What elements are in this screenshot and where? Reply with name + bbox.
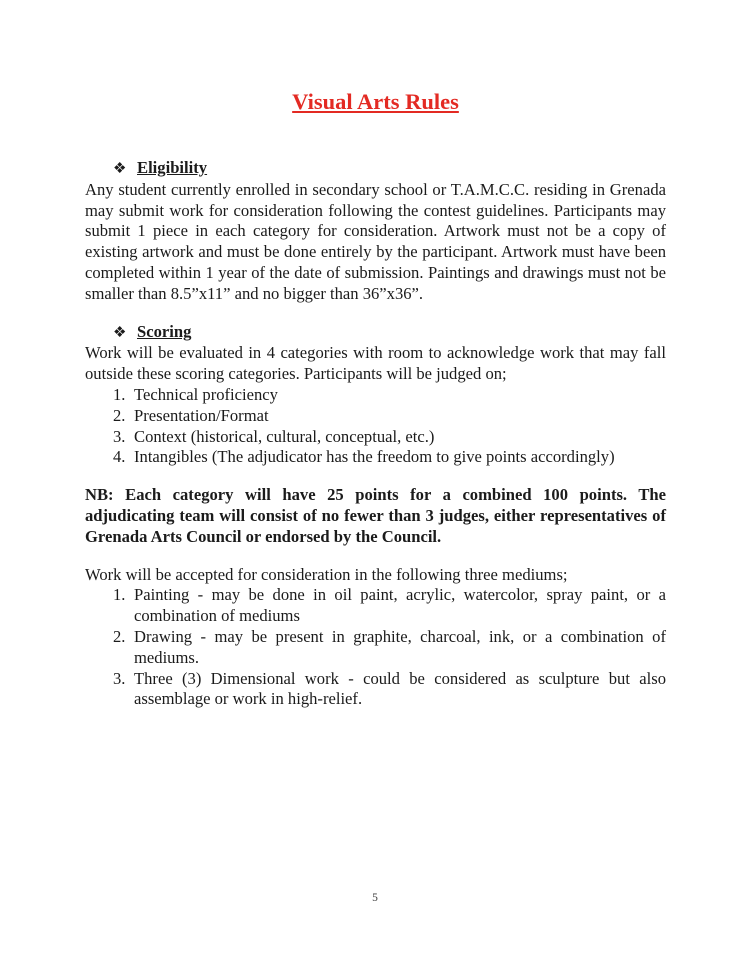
list-item-number: 2. xyxy=(113,626,126,646)
eligibility-heading-label: Eligibility xyxy=(137,158,208,177)
list-item-number: 4. xyxy=(113,447,126,467)
list-item-text: Drawing - may be present in graphite, charcoal, ink, or a combination of mediums. xyxy=(134,626,666,667)
page-title xyxy=(85,0,666,116)
list-item-number: 1. xyxy=(113,585,126,605)
mediums-list xyxy=(85,585,666,710)
list-item xyxy=(85,669,666,711)
eligibility-paragraph: Any student currently enrolled in secondary school or T.A.M.C.C. residing in Grenada may submit work for consideration following the contest guidelines. Participants may submit 1 piece in each category for consideration. Artwork must not be a copy of existing artwork and must be done entirely by the participant. Artwork must have been completed within 1 year of the date of submission. Paintings and drawings must not be smaller than 8.5”x11” and no bigger than 36”x36”. xyxy=(85,179,666,303)
list-item-text: Technical proficiency xyxy=(134,384,278,404)
scoring-intro-paragraph: Work will be evaluated in 4 categories with room to acknowledge work that may fall outside these scoring categories. Participants will be judged on; xyxy=(85,343,666,384)
document-content xyxy=(85,0,666,710)
list-item-text: Painting - may be done in oil paint, acrylic, watercolor, spray paint, or a combination of mediums xyxy=(134,585,666,626)
mediums-intro-paragraph: Work will be accepted for consideration in the following three mediums; xyxy=(85,564,568,584)
list-item xyxy=(85,447,666,468)
list-item xyxy=(85,427,666,448)
diamond-bullet-icon: ❖ xyxy=(113,324,127,341)
scoring-criteria-list xyxy=(85,385,666,468)
list-item xyxy=(85,385,666,406)
list-item xyxy=(85,585,666,627)
scoring-heading-label: Scoring xyxy=(137,321,192,341)
list-item-number: 3. xyxy=(113,668,126,688)
list-item-text: Intangibles (The adjudicator has the freedom to give points accordingly) xyxy=(134,447,615,467)
scoring-section-heading xyxy=(85,322,666,344)
list-item xyxy=(85,406,666,427)
list-item-text: Three (3) Dimensional work - could be considered as sculpture but also assemblage or work in high-relief. xyxy=(134,668,666,709)
list-item-number: 3. xyxy=(113,426,126,446)
eligibility-section-heading xyxy=(85,158,666,180)
page-number: 5 xyxy=(372,892,378,904)
page-title-text: Visual Arts Rules xyxy=(292,89,459,114)
list-item-number: 2. xyxy=(113,405,126,425)
list-item xyxy=(85,627,666,669)
nb-paragraph: NB: Each category will have 25 points for a combined 100 points. The adjudicating team will consist of no fewer than 3 judges, either representatives of Grenada Arts Council or endorsed by the Council. xyxy=(85,485,666,546)
list-item-text: Presentation/Format xyxy=(134,405,269,425)
list-item-text: Context (historical, cultural, conceptual, etc.) xyxy=(134,426,435,446)
list-item-number: 1. xyxy=(113,384,126,404)
diamond-bullet-icon: ❖ xyxy=(113,161,127,177)
